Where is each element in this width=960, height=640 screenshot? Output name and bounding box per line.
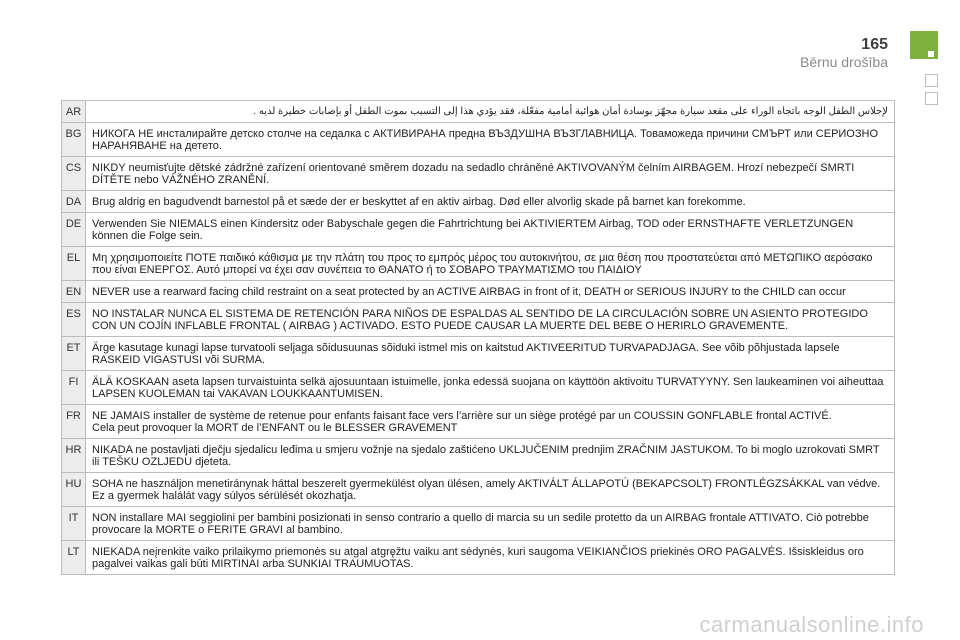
warning-row xyxy=(62,101,895,123)
warning-row xyxy=(62,541,895,575)
warning-text: NIKDY neumisťujte dětské zádržné zařízení orientované směrem dozadu na sedadlo chráněné AKTIVOVANÝM čelním AIRBAGEM. Hrozí nebezpečí SMRTI DÍTĚTE nebo VÁŽNÉHO ZRANĚNÍ. xyxy=(86,157,895,191)
warning-row xyxy=(62,507,895,541)
warning-text: Μη χρησιμοποιείτε ΠΟΤΕ παιδικό κάθισμα με την πλάτη του προς το εμπρός μέρος του αυτοκινήτου, σε μια θέση που προστατεύεται από ΜΕΤΩΠΙΚΟ αερόσακο που είναι ΕΝΕΡΓΟΣ. Αυτό μπορεί να έχει σαν συνέπεια το ΘΑΝΑΤΟ ή το ΣΟΒΑΡΟ ΤΡΑΥΜΑΤΙΣΜΟ του ΠΑΙΔΙΟΥ xyxy=(86,247,895,281)
section-title: Bērnu drošība xyxy=(800,54,888,70)
warning-text: NO INSTALAR NUNCA EL SISTEMA DE RETENCIÓN PARA NIÑOS DE ESPALDAS AL SENTIDO DE LA CIRCULACIÓN SOBRE UN ASIENTO PROTEGIDO CON UN COJÍN INFLABLE FRONTAL ( AIRBAG ) ACTIVADO. ESTO PUEDE CAUSAR LA MUERTE DEL BEBE O HERIRLO GRAVEMENTE. xyxy=(86,303,895,337)
warning-text: SOHA ne használjon menetiránynak háttal beszerelt gyermekülést olyan ülésen, amely AKTIVÁLT ÁLLAPOTÚ (BEKAPCSOLT) FRONTLÉGZSÁKKAL van védve. Ez a gyermek halálát vagy súlyos sérülését okozhatja. xyxy=(86,473,895,507)
language-code: DA xyxy=(62,191,86,213)
warning-text: NE JAMAIS installer de système de retenue pour enfants faisant face vers l’arrière sur un siège protégé par un COUSSIN GONFLABLE frontal ACTIVÉ. Cela peut provoquer la MORT de l’ENFANT ou le BLESSER GRAVEMENT xyxy=(86,405,895,439)
warning-row xyxy=(62,337,895,371)
language-code: FR xyxy=(62,405,86,439)
warning-text: Verwenden Sie NIEMALS einen Kindersitz oder Babyschale gegen die Fahrtrichtung bei AKTIVIERTEM Airbag, TOD oder ERNSTHAFTE VERLETZUNGEN können die Folge sein. xyxy=(86,213,895,247)
language-code: CS xyxy=(62,157,86,191)
language-code: BG xyxy=(62,123,86,157)
watermark: carmanualsonline.info xyxy=(699,612,924,637)
warning-row xyxy=(62,405,895,439)
warning-text: Ärge kasutage kunagi lapse turvatooli seljaga sõidusuunas sõiduki istmel mis on kaitstud AKTIVEERITUD TURVAPADJAGA. See võib põhjustada lapsele RASKEID VIGASTUSI või SURMA. xyxy=(86,337,895,371)
warning-row xyxy=(62,191,895,213)
language-code: IT xyxy=(62,507,86,541)
language-code: AR xyxy=(62,101,86,123)
warning-row xyxy=(62,303,895,337)
warning-row xyxy=(62,439,895,473)
warning-text: NEVER use a rearward facing child restraint on a seat protected by an ACTIVE AIRBAG in front of it, DEATH or SERIOUS INJURY to the CHILD can occur xyxy=(86,281,895,303)
warning-row xyxy=(62,371,895,405)
warning-text: NIKADA ne postavljati dječju sjedalicu leđima u smjeru vožnje na sjedalo zaštićeno UKLJUČENIM prednjim ZRAČNIM JASTUKOM. To bi moglo uzrokovati SMRT ili TEŠKU OZLJEDU djeteta. xyxy=(86,439,895,473)
warning-row xyxy=(62,213,895,247)
warning-text: NIEKADA neįrenkite vaiko prilaikymo priemonės su atgal atgręžtu vaiku ant sėdynės, kuri saugoma VEIKIANČIOS priekinės ORO PAGALVĖS. Išsiskleidus oro pagalvei vaikas gali būti MIRTINAI arba SUNKIAI TRAUMUOTAS. xyxy=(86,541,895,575)
chapter-tab[interactable] xyxy=(925,74,938,87)
warning-text: ÄLÄ KOSKAAN aseta lapsen turvaistuinta selkä ajosuuntaan istuimelle, jonka edessä suojana on käyttöön aktivoitu TURVATYYNY. Sen laukeaminen voi aiheuttaa LAPSEN KUOLEMAN tai VAKAVAN LOUKKAANTUMISEN. xyxy=(86,371,895,405)
warning-row xyxy=(62,281,895,303)
language-code: ES xyxy=(62,303,86,337)
warning-text: NON installare MAI seggiolini per bambini posizionati in senso contrario a quello di marcia su un sedile protetto da un AIRBAG frontale ATTIVATO. Ciò potrebbe provocare la MORTE o FERITE GRAVI al bambino. xyxy=(86,507,895,541)
language-code: HU xyxy=(62,473,86,507)
page-number: 165 xyxy=(861,36,888,53)
warning-row xyxy=(62,123,895,157)
language-code: EL xyxy=(62,247,86,281)
warning-row xyxy=(62,247,895,281)
warning-row xyxy=(62,473,895,507)
language-code: EN xyxy=(62,281,86,303)
chapter-tab[interactable] xyxy=(925,92,938,105)
language-code: HR xyxy=(62,439,86,473)
tab-marker-icon xyxy=(928,51,934,57)
language-code: DE xyxy=(62,213,86,247)
language-code: FI xyxy=(62,371,86,405)
warning-text: НИКОГА НЕ инсталирайте детско столче на седалка с АКТИВИРАНА предна ВЪЗДУШНА ВЪЗГЛАВНИЦА. Товаможеда причини СМЪРТ или СЕРИОЗНО НАРАНЯВАНЕ на детето. xyxy=(86,123,895,157)
language-code: ET xyxy=(62,337,86,371)
chapter-tab-active[interactable] xyxy=(910,31,938,59)
warning-text: لإجلاس الطفل الوجه باتجاه الوراء على مقعد سيارة مجهّز بوسادة أمان هوائية أمامية مفعّلة، فقد يؤدي هذا إلى التسبب بموت الطفل أو بإصابات خطيرة لديه . xyxy=(86,101,895,123)
airbag-warning-table xyxy=(61,100,895,575)
warning-row xyxy=(62,157,895,191)
language-code: LT xyxy=(62,541,86,575)
warning-text: Brug aldrig en bagudvendt barnestol på et sæde der er beskyttet af en aktiv airbag. Død eller alvorlig skade på barnet kan forekomme. xyxy=(86,191,895,213)
